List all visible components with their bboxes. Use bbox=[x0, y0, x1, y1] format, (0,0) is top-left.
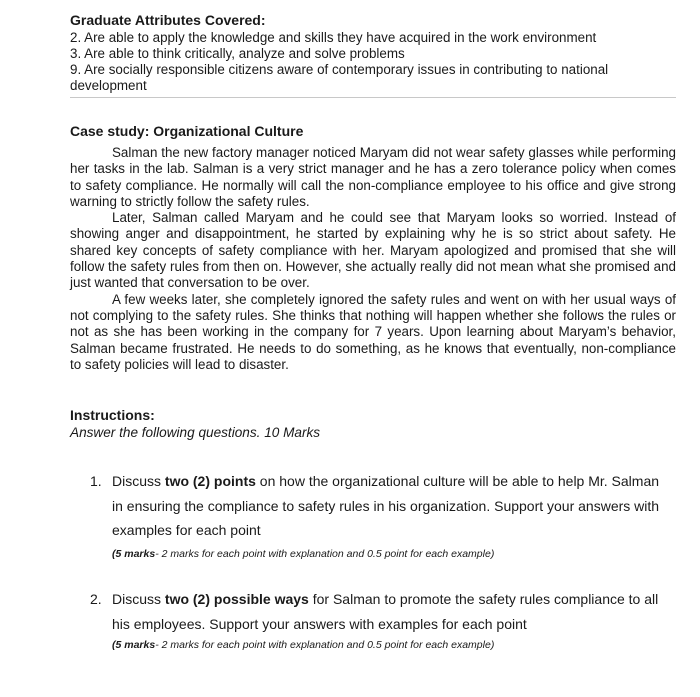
question-marks-note bbox=[112, 638, 672, 652]
marks-label: (5 marks bbox=[112, 547, 156, 560]
question-number: 2. bbox=[90, 591, 102, 607]
graduate-attributes-section bbox=[70, 12, 676, 94]
case-study-heading: Case study: Organizational Culture bbox=[70, 123, 304, 139]
case-study-paragraph: Later, Salman called Maryam and he could see that Maryam looks so worried. Instead of showing anger and disappointment, he started by explaining why he is so strict about safety. He shared key concepts of safety compliance with her. Maryam apologized and promised that she will follow the safety rules from then on. However, she actually really did not mean what she promised and just wanted that conversation to be over. bbox=[70, 210, 676, 291]
question-text bbox=[112, 587, 672, 652]
question-lead-text: Discuss bbox=[112, 473, 165, 489]
question-lead-text: Discuss bbox=[112, 591, 165, 607]
attribute-item: 2. Are able to apply the knowledge and skills they have acquired in the work environment bbox=[70, 30, 597, 45]
instructions-heading: Instructions: bbox=[70, 407, 155, 423]
case-study-paragraph: Salman the new factory manager noticed Maryam did not wear safety glasses while performing her tasks in the lab. Salman is a very strict manager and he has a zero tolerance policy when comes to safety compliance. He normally will call the non-compliance employee to his office and give strong warning to strictly follow the safety rules. bbox=[70, 145, 676, 209]
question-marks-note bbox=[112, 547, 672, 561]
marks-detail: - 2 marks for each point with explanation and 0.5 point for each example) bbox=[155, 639, 495, 651]
case-study-paragraph: A few weeks later, she completely ignored the safety rules and went on with her usual ways of not complying to the safety rules. She thinks that nothing will happen whether she follows the rules or not as she has been working in the company for 7 years. Upon learning about Maryam’s behavior, Salman became frustrated. He needs to do something, as he knows that eventually, non-compliance to safety policies will lead to disaster. bbox=[70, 291, 676, 372]
case-study-section bbox=[70, 123, 676, 373]
marks-label: (5 marks bbox=[112, 639, 156, 651]
question-emphasis: two (2) points bbox=[164, 473, 256, 489]
question-body-text: for Salman to promote the safety rules compliance to all his employees. Support your answers with examples for each point bbox=[112, 591, 659, 632]
marks-detail: - 2 marks for each point with explanation and 0.5 point for each example) bbox=[155, 547, 495, 560]
attribute-item: 3. Are able to think critically, analyze and solve problems bbox=[70, 46, 405, 61]
attribute-item: development bbox=[70, 78, 147, 93]
question-number: 1. bbox=[90, 473, 102, 489]
question-body-text: on how the organizational culture will be able to help Mr. Salman in ensuring the compliance to safety rules in his organization. Support your answers with examples for each point bbox=[112, 473, 660, 538]
question-text bbox=[112, 469, 672, 561]
attribute-item: 9. Are socially responsible citizens aware of contemporary issues in contributing to national bbox=[70, 62, 609, 77]
instructions-text: Answer the following questions. 10 Marks bbox=[70, 425, 321, 440]
question-emphasis: two (2) possible ways bbox=[164, 591, 309, 607]
section-divider bbox=[70, 97, 676, 98]
graduate-attributes-heading: Graduate Attributes Covered: bbox=[70, 12, 266, 28]
instructions-section bbox=[70, 407, 676, 441]
